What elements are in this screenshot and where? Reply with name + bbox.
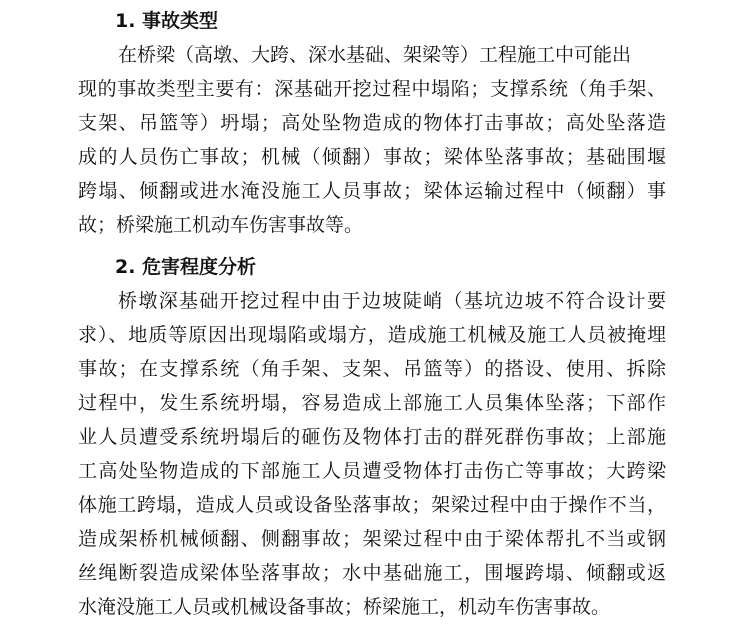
paragraph-line: 体施工跨塌，造成人员或设备坠落事故；架梁过程中由于操作不当， [78,494,666,516]
paragraph-line: 跨塌、倾翻或进水淹没施工人员事故；梁体运输过程中（倾翻）事 [78,180,666,202]
paragraph-line: 求）、地质等原因出现塌陷或塌方，造成施工机械及施工人员被掩埋 [78,324,666,346]
paragraph-line: 造成架桥机械倾翻、侧翻事故；架梁过程中由于梁体帮扎不当或钢 [78,528,666,550]
paragraph-line: 过程中，发生系统坍塌，容易造成上部施工人员集体坠落；下部作 [78,392,666,414]
paragraph-line: 支架、吊篮等）坍塌；高处坠物造成的物体打击事故；高处坠落造 [78,112,666,134]
paragraph-line: 水淹没施工人员或机械设备事故；桥梁施工，机动车伤害事故。 [78,596,611,618]
paragraph-line: 桥墩深基础开挖过程中由于边坡陡峭（基坑边坡不符合设计要 [118,290,666,312]
section-heading-hazard-analysis: 2. 危害程度分析 [115,256,257,278]
paragraph-line: 丝绳断裂造成梁体坠落事故；水中基础施工，围堰跨塌、倾翻或返 [78,562,666,584]
paragraph-line: 工高处坠物造成的下部施工人员遭受物体打击伤亡等事故；大跨梁 [78,460,666,482]
paragraph-line: 在桥梁（高墩、大跨、深水基础、架梁等）工程施工中可能出 [118,44,632,66]
paragraph-line: 故；桥梁施工机动车伤害事故等。 [78,214,364,236]
paragraph-line: 现的事故类型主要有：深基础开挖过程中塌陷；支撑系统（角手架、 [78,78,666,100]
paragraph-line: 业人员遭受系统坍塌后的砸伤及物体打击的群死群伤事故；上部施 [78,426,666,448]
paragraph-line: 事故；在支撑系统（角手架、支架、吊篮等）的搭设、使用、拆除 [78,358,666,380]
section-heading-accident-types: 1. 事故类型 [115,10,219,32]
paragraph-line: 成的人员伤亡事故；机械（倾翻）事故；梁体坠落事故；基础围堰 [78,146,666,168]
